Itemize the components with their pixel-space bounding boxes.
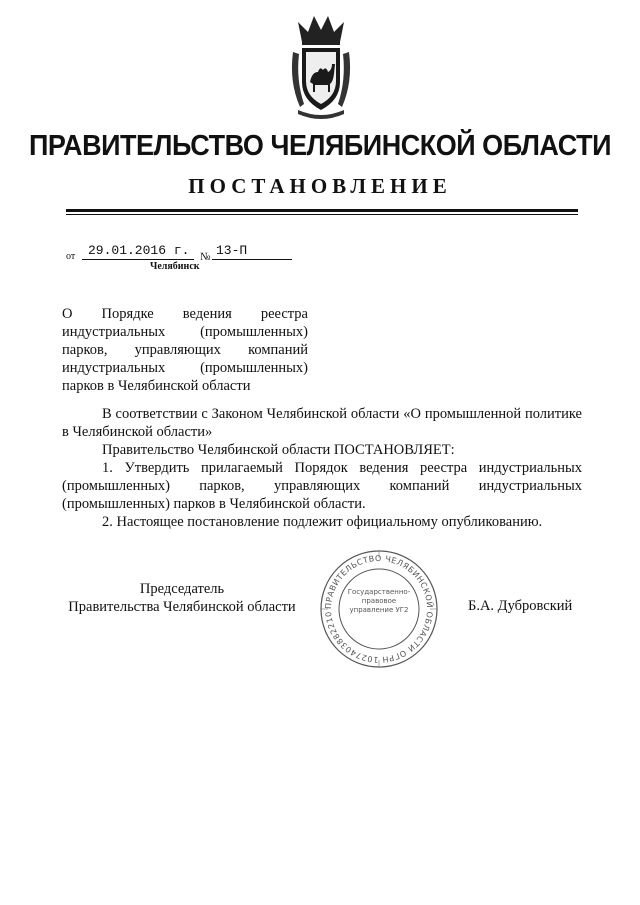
- resolves-paragraph: Правительство Челябинской области ПОСТАНОВЛЯЕТ:: [102, 442, 455, 458]
- signatory-role-line-1: Председатель: [139, 581, 225, 597]
- item-1-paragraph: 1. Утвердить прилагаемый Порядок ведения реестра индустриальных (промышленных) парков, управляющих компаний индустриальных (промышленных) парков в Челябинской области.: [62, 460, 582, 512]
- header-rule-thin: [66, 214, 578, 215]
- document-date: 29.01.2016 г.: [88, 243, 190, 258]
- document-subject: О Порядке ведения реестра индустриальных (промышленных) парков, управляющих компаний индустриальных (промышленных) парков в Челябинской области: [62, 306, 308, 394]
- coat-of-arms-icon: [288, 12, 354, 122]
- seal-ring-text: ПРАВИТЕЛЬСТВО ЧЕЛЯБИНСКОЙ ОБЛАСТИ ОГРН 1027403882210: [323, 553, 435, 665]
- document-number: 13-П: [216, 243, 248, 258]
- number-underline: [212, 259, 292, 260]
- org-title: ПРАВИТЕЛЬСТВО ЧЕЛЯБИНСКОЙ ОБЛАСТИ: [28, 130, 612, 162]
- document-body: [62, 405, 582, 531]
- preamble-paragraph: В соответствии с Законом Челябинской области «О промышленной политике в Челябинской области»: [62, 406, 582, 440]
- item-2-paragraph: 2. Настоящее постановление подлежит официальному опубликованию.: [102, 514, 543, 530]
- seal-center-text: Государственно-правовое управление УГ2: [347, 588, 411, 614]
- from-label: от: [66, 251, 76, 262]
- signatory-role-line-2: Правительства Челябинской области: [68, 599, 296, 615]
- document-kind: ПОСТАНОВЛЕНИЕ: [188, 174, 452, 198]
- number-label: №: [200, 251, 211, 263]
- city-label: Челябинск: [150, 261, 200, 272]
- header-rule-thick: [66, 209, 578, 212]
- date-underline: [82, 259, 194, 260]
- signatory-role: [62, 580, 302, 616]
- official-seal-icon: [318, 548, 440, 670]
- signatory-name: Б.А. Дубровский: [468, 598, 573, 614]
